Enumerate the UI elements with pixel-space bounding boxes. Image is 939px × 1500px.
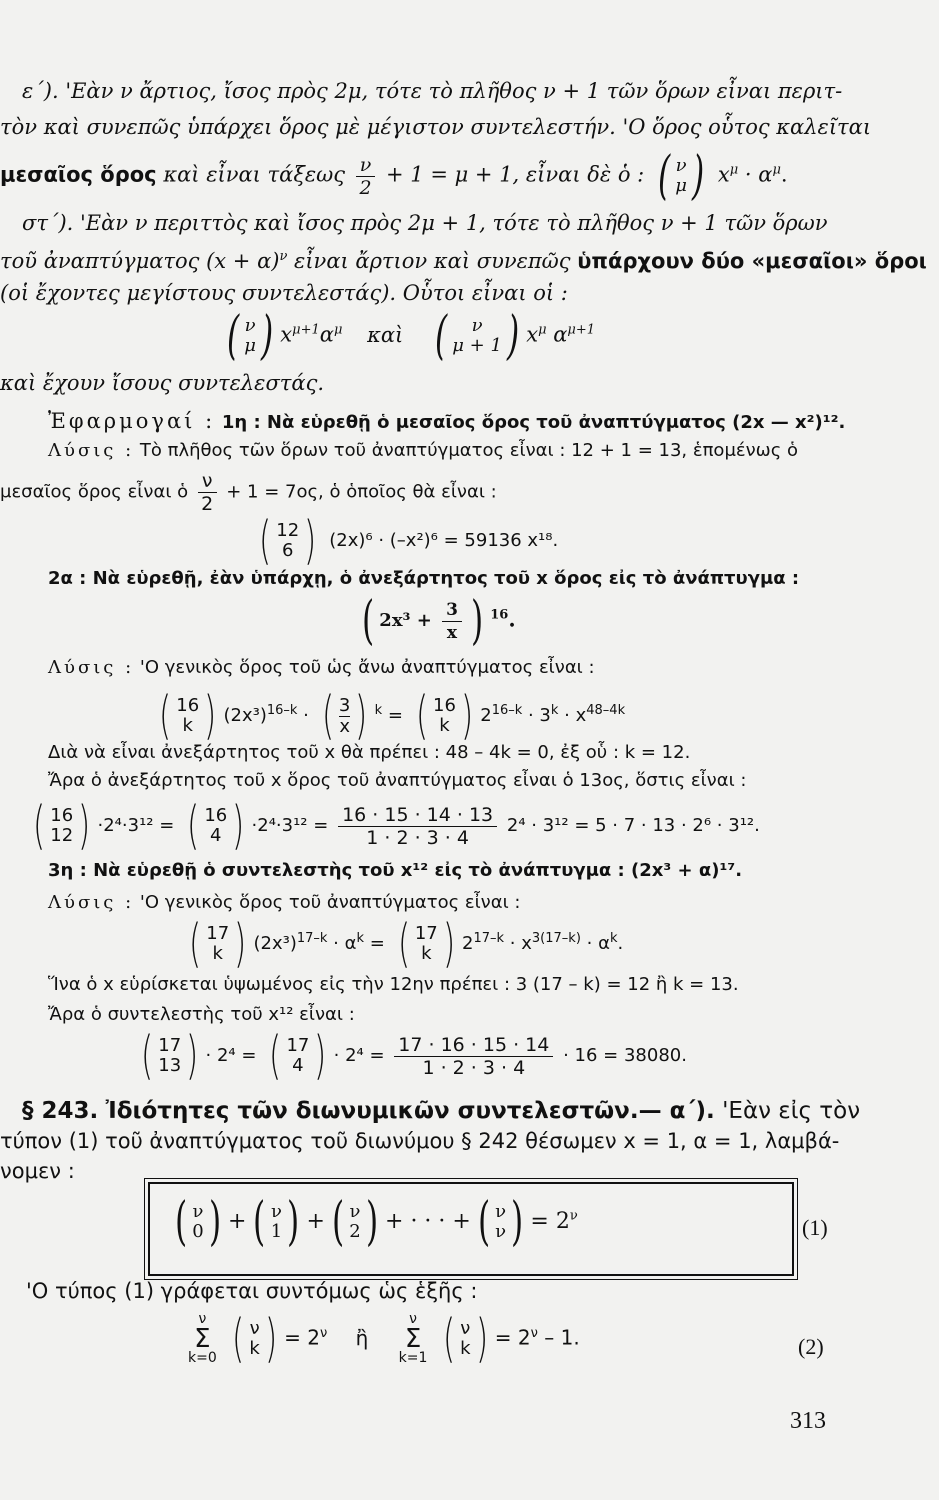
equation-tag-2: (2) [798,1334,824,1359]
app3-line1: Λύσις : 'Ο γενικὸς ὅρος τοῦ ἀναπτύγματος εἶναι : [48,892,521,913]
fraction-nu-over-2: $\frac{\nu}{2}$ [198,470,217,515]
term-mesaios: μεσαῖος ὅρος [0,162,157,187]
para-st-line5: καὶ ἔχουν ἴσους συντελεστάς. [0,371,325,395]
app2-line3: Ἄρα ὁ ἀνεξάρτητος τοῦ x ὅρος τοῦ ἀναπτύγματος εἶναι ὁ 13ος, ὅστις εἶναι : [48,770,747,791]
app1-line1: Λύσις : Τὸ πλῆθος τῶν ὅρων τοῦ ἀναπτύγματος εἶναι : 12 + 1 = 13, ἑπομένως ὁ [48,440,799,461]
identity-equation-1: ( ν 0 ) + ( ν 1 ) + ( ν 2 ) + · · · + ( ν ν ) = $2^\nu$ [175,1192,578,1252]
para-st-line3: (οἱ ἔχοντες μεγίστους συντελεστάς). Οὗτοι εἶναι οἱ : [0,281,568,305]
section-243-line3: νομεν : [0,1159,75,1183]
app3-line2: Ἵνα ὁ x εὑρίσκεται ὑψωμένος εἰς τὴν 12ην πρέπει : 3 (17 – k) = 12 ἢ k = 13. [48,974,739,995]
para-e-line2: τὸν καὶ συνεπῶς ὑπάρχει ὅρος μὲ μέγιστον συντελεστήν. 'Ο ὅρος οὗτος καλεῖται [0,115,872,139]
equation-tag-1: (1) [802,1215,828,1240]
app2-result: ( 16 12 ) ·2⁴·3¹² = ( 16 4 ) ·2⁴·3¹² = $\frac{16 \cdot 15 \cdot 14 \cdot 13}{1 \cdot 2 \cdot 3 \cdot 4}$ 2⁴ · 3¹² = 5 · 7 · 13 · 2⁶ · 3¹². [33,796,760,856]
app1-equation: ( 12 6 ) (2x)⁶ · (–x²)⁶ = 59136 x¹⁸. [259,511,559,571]
middle-terms-formula: ( ν μ ) $x^{\mu+1}\alpha^\mu$ καὶ ( ν μ + 1 ) $x^\mu$ $\alpha^{\mu+1}$ [220,310,595,362]
app3-general-term: ( 17 k ) $(2x^3)^{17-k} \cdot \alpha^k$ = ( 17 k ) $2^{17-k} \cdot x^{3(17-k)} \cdot \alpha^k$. [189,914,624,974]
app2-heading: 2α : Νὰ εὑρεθῇ, ἐὰν ὑπάρχῃ, ὁ ἀνεξάρτητος τοῦ x ὅρος εἰς τὸ ἀνάπτυγμα : [48,568,800,589]
app1-heading: Ἐφαρμογαί : 1η : Νὰ εὑρεθῇ ὁ μεσαῖος ὅρος τοῦ ἀναπτύγματος (2x — x²)¹². [48,409,846,433]
binom-nu-mu: ( ν μ ) [657,146,705,206]
app1-line2: μεσαῖος ὅρος εἶναι ὁ $\frac{\nu}{2}$ + 1 = 7ος, ὁ ὁποῖος θὰ εἶναι : [0,470,497,515]
app3-result: ( 17 13 ) · 2⁴ = ( 17 4 ) · 2⁴ = $\frac{17 \cdot 16 \cdot 15 \cdot 14}{1 \cdot 2 \cdot 3 \cdot 4}$ · 16 = 38080. [141,1026,687,1086]
app3-heading: 3η : Νὰ εὑρεθῇ ὁ συντελεστὴς τοῦ x¹² εἰς τὸ ἀνάπτυγμα : (2x³ + α)¹⁷. [48,860,743,881]
section-243-heading: § 243. Ἰδιότητες τῶν διωνυμικῶν συντελεστῶν.— α΄). 'Εὰν εἰς τὸν [22,1098,861,1124]
section-243-line2: τύπον (1) τοῦ ἀναπτύγματος τοῦ διωνύμου § 242 θέσωμεν x = 1, α = 1, λαμβά- [0,1129,840,1153]
para-e-line3: μεσαῖος ὅρος καὶ εἶναι τάξεως $\frac{\nu}{2}$ + 1 = μ + 1, εἶναι δὲ ὁ : ( ν μ ) $x^\mu \cdot \alpha^\mu$. [0,146,788,206]
para-st-line1: στ΄). 'Εὰν ν περιττὸς καὶ ἴσος πρὸς 2μ + 1, τότε τὸ πλῆθος ν + 1 τῶν ὅρων [22,211,828,235]
app2-general-term: ( 16 k ) $(2x^3)^{16-k}$ · ( 3 x ) $^k$ = ( 16 k ) $2^{16-k} \cdot 3^k \cdot x^{48-4k}$ [159,686,626,746]
binom-nu-mu-a: ( ν μ ) [227,306,274,366]
binom-nu-mu-plus-1: ( ν μ + 1 ) [435,306,520,366]
app2-expression: ( 2x³ + $\frac{3}{x}$ ) $^{16}$. [362,591,516,651]
identity-equation-2: ν Σ k=0 ( ν k ) = $2^\nu$ ἢ ν Σ k=1 ( ν k ) = $2^\nu - 1$. [188,1309,580,1369]
page-number: 313 [790,1408,826,1434]
fraction-nu-over-2: $\frac{\nu}{2}$ [356,154,376,199]
app2-line1: Λύσις : 'Ο γενικὸς ὅρος τοῦ ὡς ἄνω ἀναπτύγματος εἶναι : [48,657,595,678]
para-st-line2: τοῦ ἀναπτύγματος $(x + \alpha)^\nu$ εἶναι ἄρτιον καὶ συνεπῶς ὑπάρχουν δύο «μεσαῖοι» ὅροι [0,249,927,273]
app3-line3: Ἄρα ὁ συντελεστὴς τοῦ x¹² εἶναι : [48,1004,355,1025]
app2-line2: Διὰ νὰ εἶναι ἀνεξάρτητος τοῦ x θὰ πρέπει : 48 – 4k = 0, ἐξ οὗ : k = 12. [48,742,691,763]
para-e-line1: ε΄). 'Εὰν ν ἄρτιος, ἴσος πρὸς 2μ, τότε τὸ πλῆθος ν + 1 τῶν ὅρων εἶναι περιτ- [22,79,843,103]
section-243-line4: 'Ο τύπος (1) γράφεται συντόμως ὡς ἑξῆς : [26,1279,478,1303]
